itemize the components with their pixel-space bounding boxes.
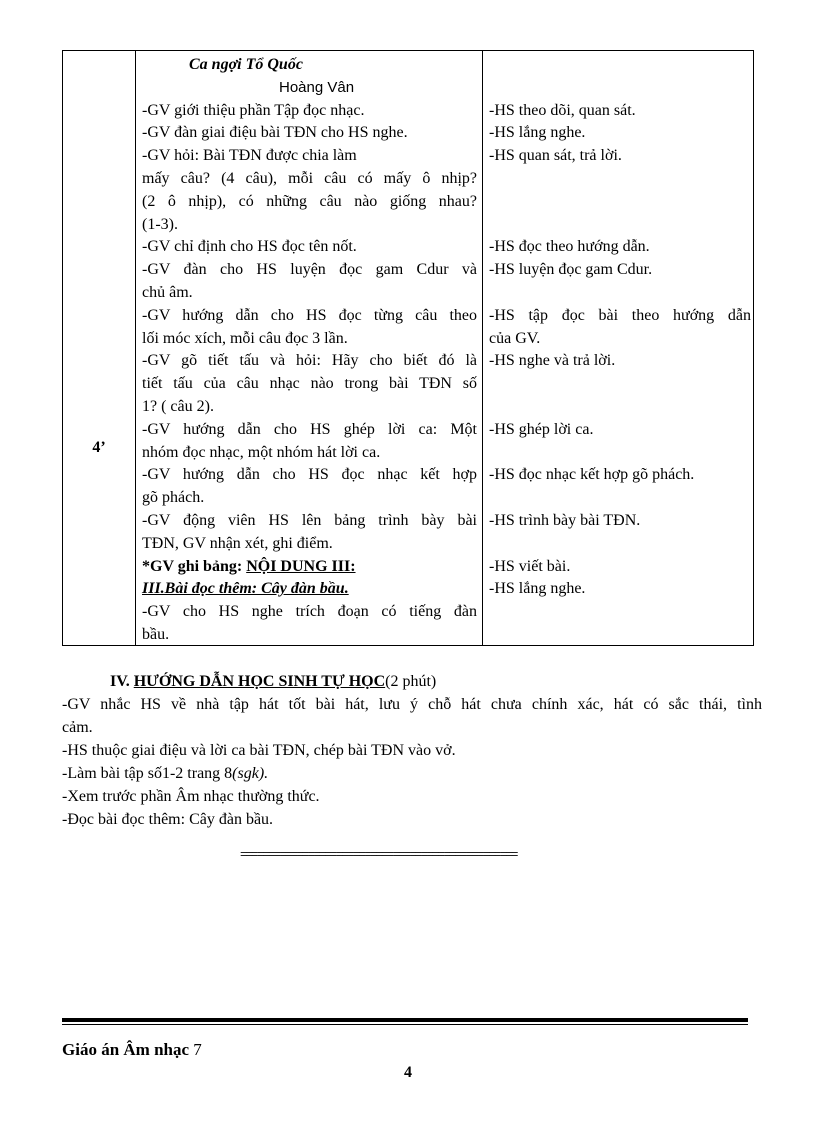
section-time: (2 phút) (385, 673, 437, 690)
teacher-line: gõ phách. (142, 489, 205, 507)
section-line: -Xem trước phần Âm nhạc thường thức. (62, 788, 320, 805)
student-line: -HS trình bày bài TĐN. (489, 511, 641, 529)
student-line: -HS quan sát, trả lời. (489, 147, 622, 165)
student-line: -HS lắng nghe. (489, 580, 586, 598)
reading-heading: III.Bài đọc thêm: Cây đàn bầu. (142, 580, 349, 598)
teacher-line: -GV gõ tiết tấu và hỏi: Hãy cho biết đó là (142, 352, 477, 370)
divider-line: ================================================= (240, 848, 517, 862)
lesson-table (62, 50, 754, 646)
student-line: -HS tập đọc bài theo hướng dẫn (489, 306, 751, 324)
teacher-line: lối móc xích, mỗi câu đọc 3 lần. (142, 329, 348, 347)
teacher-line: -GV hướng dẫn cho HS ghép lời ca: Một (142, 420, 477, 438)
teacher-line: nhóm đọc nhạc, một nhóm hát lời ca. (142, 443, 381, 461)
column-divider (482, 51, 483, 645)
teacher-line: bầu. (142, 625, 170, 643)
footer-title: Giáo án Âm nhạc 7 (62, 1040, 202, 1059)
student-line: -HS ghép lời ca. (489, 420, 594, 438)
section-line: -GV nhắc HS về nhà tập hát tốt bài hát, lưu ý chỗ hát chưa chính xác, hát có sắc thái, tình (62, 696, 762, 713)
teacher-line: -GV chỉ định cho HS đọc tên nốt. (142, 238, 357, 256)
teacher-line (142, 556, 477, 579)
teacher-line: -GV đàn cho HS luyện đọc gam Cdur và (142, 261, 477, 279)
teacher-activities (142, 54, 477, 647)
page-number: 4 (404, 1064, 412, 1081)
teacher-line: 1? ( câu 2). (142, 397, 214, 415)
section-heading: IV. HƯỚNG DẪN HỌC SINH TỰ HỌC(2 phút) (110, 673, 437, 690)
teacher-line: tiết tấu của câu nhạc nào trong bài TĐN số (142, 375, 477, 393)
student-line: -HS lắng nghe. (489, 124, 586, 142)
teacher-line: -GV hướng dẫn cho HS đọc nhạc kết hợp (142, 466, 477, 484)
student-line: -HS luyện đọc gam Cdur. (489, 261, 653, 279)
time-cell: 4’ (92, 439, 106, 456)
footer-rule-thin (62, 1024, 748, 1025)
teacher-line: chủ âm. (142, 283, 193, 301)
student-line: -HS đọc nhạc kết hợp gõ phách. (489, 466, 695, 484)
teacher-line: (2 ô nhịp), có những câu nào giống nhau? (142, 192, 477, 210)
song-author: Hoàng Vân (279, 78, 355, 96)
footer-rule-thick (62, 1018, 748, 1022)
song-title: Ca ngợi Tổ Quốc (189, 56, 303, 73)
teacher-line: -GV giới thiệu phần Tập đọc nhạc. (142, 101, 365, 119)
section-heading-text: HƯỚNG DẪN HỌC SINH TỰ HỌC (133, 673, 386, 690)
teacher-line: -GV hướng dẫn cho HS đọc từng câu theo (142, 306, 477, 324)
board-note-label: *GV ghi bảng: (142, 557, 247, 575)
student-line: -HS theo dõi, quan sát. (489, 101, 636, 119)
student-line: của GV. (489, 329, 541, 347)
teacher-line: mấy câu? (4 câu), mỗi câu có mấy ô nhịp? (142, 169, 477, 187)
teacher-line: -GV hỏi: Bài TĐN được chia làm (142, 147, 357, 165)
section-line: -Đọc bài đọc thêm: Cây đàn bầu. (62, 811, 274, 828)
teacher-line: -GV động viên HS lên bảng trình bày bài (142, 511, 477, 529)
student-line: -HS viết bài. (489, 557, 571, 575)
column-divider (135, 51, 136, 645)
student-line: -HS nghe và trả lời. (489, 352, 616, 370)
board-note-content: NỘI DUNG III: (246, 557, 356, 575)
teacher-line: (1-3). (142, 215, 178, 233)
teacher-line: -GV đàn giai điệu bài TĐN cho HS nghe. (142, 124, 408, 142)
student-line: -HS đọc theo hướng dẫn. (489, 238, 650, 256)
section-line: cảm. (62, 719, 93, 736)
teacher-line: -GV cho HS nghe trích đoạn có tiếng đàn (142, 603, 477, 621)
teacher-line: TĐN, GV nhận xét, ghi điểm. (142, 534, 333, 552)
section-line: -HS thuộc giai điệu và lời ca bài TĐN, chép bài TĐN vào vở. (62, 742, 456, 759)
student-activities (489, 54, 751, 601)
self-study-section (62, 670, 762, 831)
section-line: -Làm bài tập số1-2 trang 8(sgk). (62, 765, 269, 782)
